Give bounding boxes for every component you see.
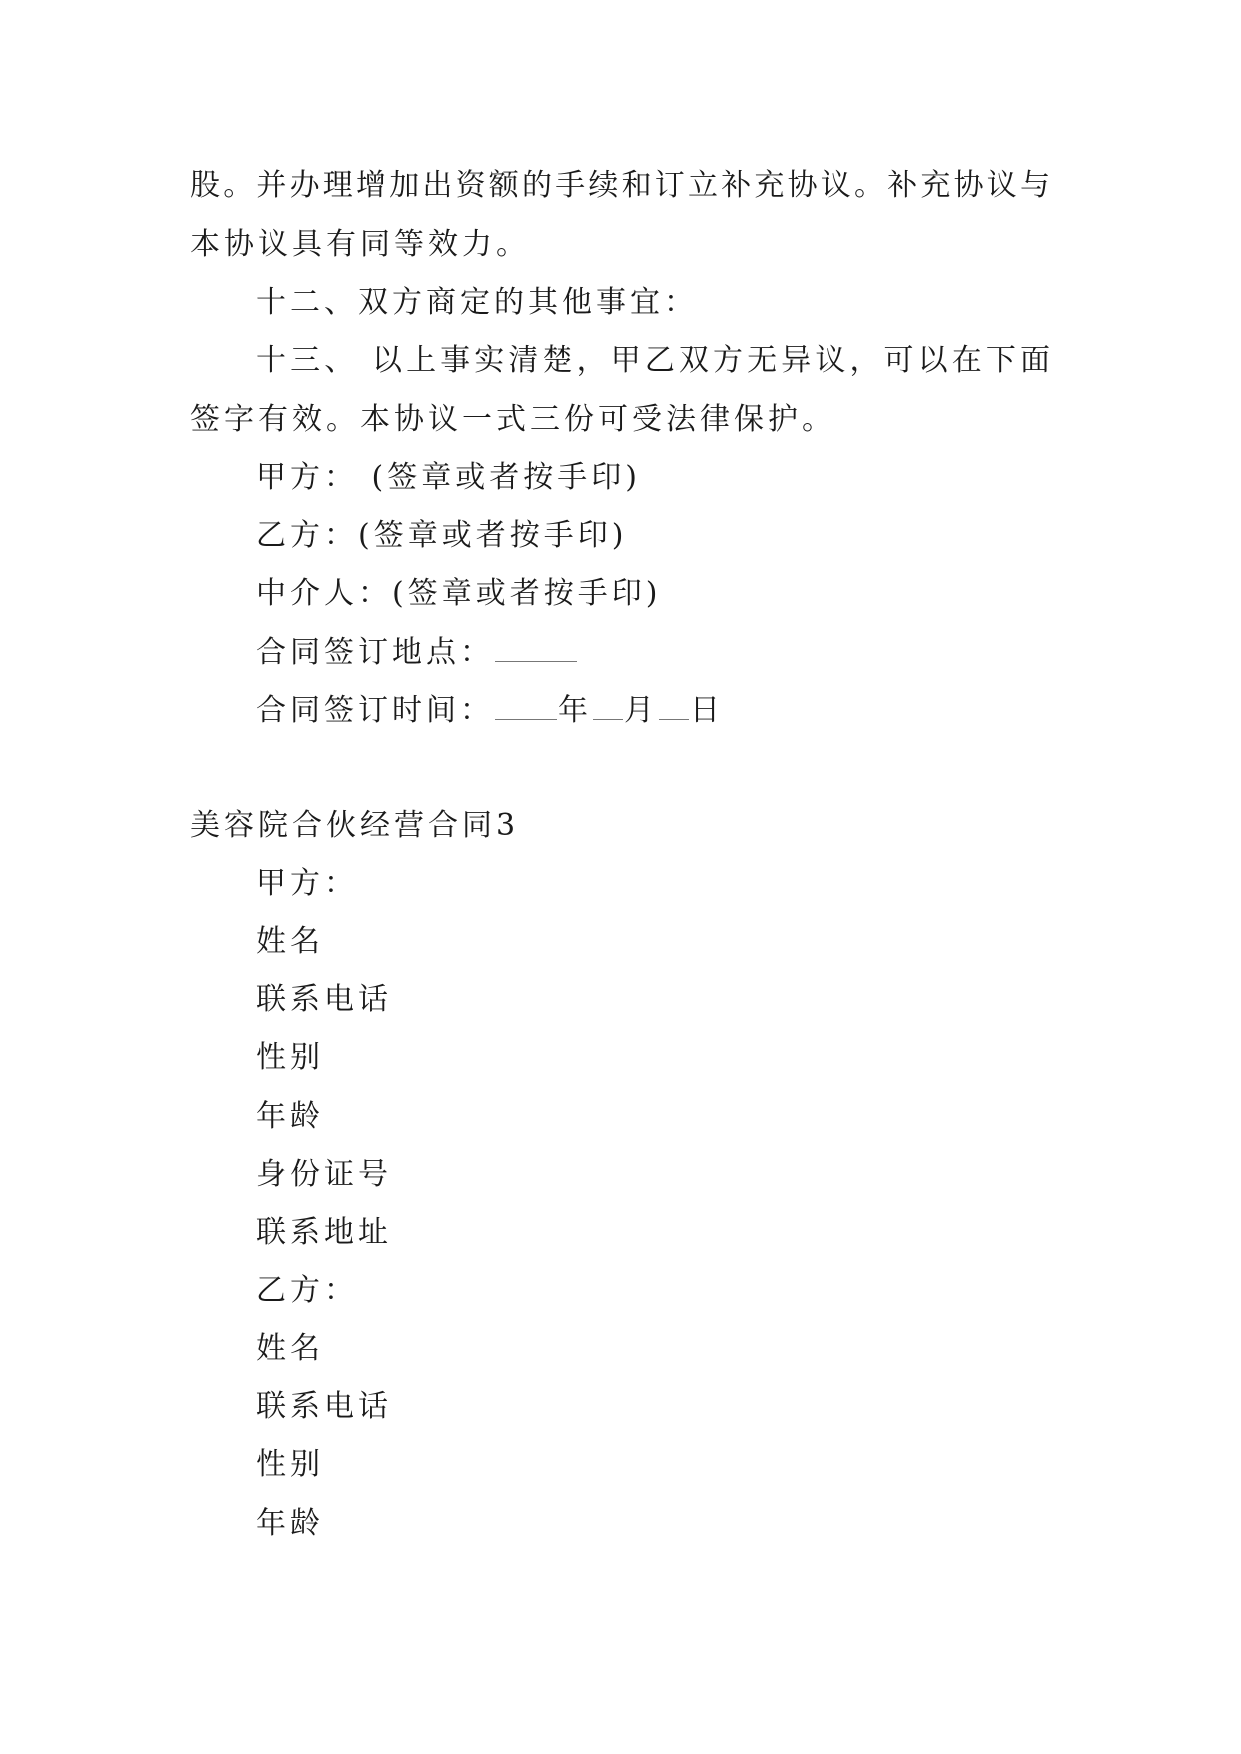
- party-a-id-field: 身份证号: [256, 1157, 392, 1192]
- party-b-age-field: 年龄: [256, 1506, 324, 1541]
- party-a-gender-field: 性别: [256, 1040, 324, 1075]
- party-a-age-field: 年龄: [256, 1099, 324, 1134]
- sign-time-line: [256, 691, 724, 731]
- party-a-phone-field: 联系电话: [256, 982, 392, 1017]
- year-blank: [495, 695, 557, 720]
- sign-place-label: 合同签订地点：: [256, 635, 494, 670]
- sign-place-line: [256, 633, 578, 673]
- day-blank: [659, 695, 689, 720]
- paragraph-line: 签字有效。本协议一式三份可受法律保护。: [190, 402, 836, 437]
- paragraph-line: 股。并办理增加出资额的手续和订立补充协议。补充协议与: [190, 168, 1050, 203]
- party-a-label: 甲方：: [256, 866, 358, 901]
- party-a-address-field: 联系地址: [256, 1215, 392, 1250]
- signature-party-a: 甲方： (签章或者按手印): [256, 460, 641, 495]
- year-label: 年: [558, 693, 592, 728]
- month-blank: [593, 695, 623, 720]
- month-label: 月: [624, 693, 658, 728]
- party-b-name-field: 姓名: [256, 1331, 324, 1366]
- sign-place-blank: [495, 637, 577, 662]
- signature-intermediary: 中介人：(签章或者按手印): [256, 576, 662, 611]
- signature-party-b: 乙方：(签章或者按手印): [256, 518, 628, 553]
- day-label: 日: [690, 693, 724, 728]
- clause-13: 十三、 以上事实清楚，甲乙双方无异议，可以在下面: [256, 343, 1050, 378]
- clause-12: 十二、双方商定的其他事宜：: [256, 285, 698, 320]
- sign-time-label: 合同签订时间：: [256, 693, 494, 728]
- section-title: 美容院合伙经营合同3: [190, 808, 520, 843]
- party-b-gender-field: 性别: [256, 1447, 324, 1482]
- party-a-name-field: 姓名: [256, 924, 324, 959]
- party-b-label: 乙方：: [256, 1273, 358, 1308]
- paragraph-line: 本协议具有同等效力。: [190, 227, 530, 262]
- party-b-phone-field: 联系电话: [256, 1389, 392, 1424]
